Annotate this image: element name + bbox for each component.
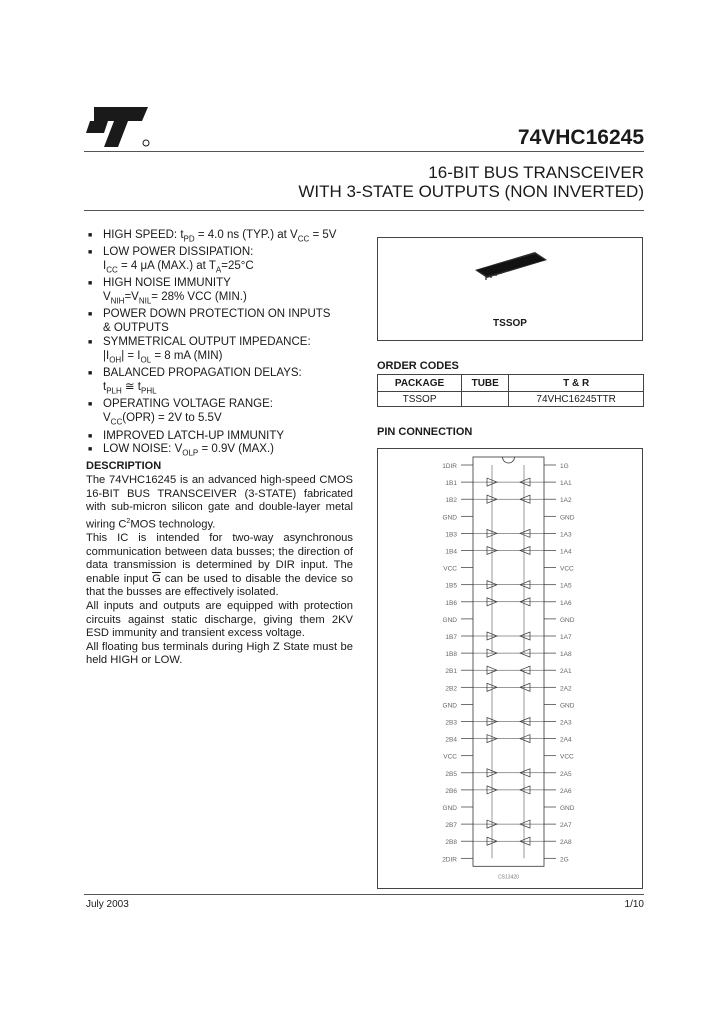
feature-text: = 0.9V (MAX.) bbox=[198, 443, 274, 456]
left-pin-label: 1B5 bbox=[445, 582, 457, 590]
feature-subscript: CC bbox=[297, 234, 310, 244]
feature-subscript: CC bbox=[106, 265, 118, 275]
package-label: TSSOP bbox=[493, 318, 527, 329]
left-pin-label: 1B4 bbox=[445, 548, 457, 556]
description-paragraph bbox=[86, 474, 353, 532]
title-rule bbox=[84, 210, 644, 211]
pin-connection-box bbox=[377, 448, 643, 889]
feature-text: = 28% VCC (MIN.) bbox=[151, 291, 247, 304]
right-pin-label: 1A4 bbox=[560, 548, 572, 556]
column-header: TUBE bbox=[462, 375, 509, 392]
left-pin-label: 1B1 bbox=[445, 480, 457, 488]
feature-item bbox=[86, 430, 376, 444]
feature-item bbox=[86, 308, 376, 322]
right-pin-label: 1A1 bbox=[560, 480, 572, 488]
feature-subscript: PLH bbox=[106, 386, 122, 396]
part-number: 74VHC16245 bbox=[517, 126, 644, 149]
right-pin-label: 2A3 bbox=[560, 719, 572, 727]
pin-connection-diagram bbox=[378, 449, 642, 888]
desc-text: This IC is intended for two-way asynchronous communication between data busses; the direction of data transmission is determined by DIR input. The enable input bbox=[86, 532, 353, 585]
feature-text: ≅ t bbox=[121, 381, 141, 394]
column-header: PACKAGE bbox=[378, 375, 462, 392]
bullet-icon: ■ bbox=[88, 232, 93, 239]
left-pin-label: GND bbox=[442, 514, 457, 522]
right-pin-label: 2G bbox=[560, 856, 569, 864]
feature-subscript: OL bbox=[140, 355, 152, 365]
bullet-icon: ■ bbox=[88, 401, 93, 409]
table-cell: 74VHC16245TTR bbox=[509, 392, 644, 407]
description-body bbox=[86, 474, 353, 668]
feature-item bbox=[86, 277, 376, 291]
bullet-icon: ■ bbox=[88, 249, 93, 257]
left-pin-label: 2B8 bbox=[445, 839, 457, 847]
bullet-icon: ■ bbox=[88, 432, 93, 440]
feature-text: & OUTPUTS bbox=[103, 322, 169, 335]
right-pin-label: 1A2 bbox=[560, 497, 572, 505]
right-pin-label: GND bbox=[560, 514, 575, 522]
left-pin-label: 1B8 bbox=[445, 651, 457, 659]
left-pin-label: GND bbox=[442, 805, 457, 812]
pin-connection-heading: PIN CONNECTION bbox=[377, 426, 473, 438]
left-pin-label: 2B7 bbox=[445, 822, 457, 830]
header-rule bbox=[84, 151, 644, 152]
desc-text: MOS technology. bbox=[130, 518, 216, 531]
feature-text: =V bbox=[124, 291, 139, 304]
right-pin-label: 2A6 bbox=[560, 787, 572, 795]
left-pin-label: 2B2 bbox=[445, 685, 457, 693]
desc-sup: 2 bbox=[126, 517, 131, 525]
feature-text: HIGH SPEED: t bbox=[103, 229, 184, 241]
feature-text: =25°C bbox=[221, 260, 254, 273]
footer-rule bbox=[84, 894, 644, 895]
bullet-icon: ■ bbox=[88, 311, 93, 319]
feature-item bbox=[86, 322, 376, 336]
feature-item bbox=[86, 336, 376, 350]
feature-text: = 4 μA (MAX.) at T bbox=[117, 260, 216, 273]
feature-item bbox=[86, 229, 376, 246]
feature-text: POWER DOWN PROTECTION ON INPUTS bbox=[103, 308, 331, 321]
feature-text: SYMMETRICAL OUTPUT IMPEDANCE: bbox=[103, 336, 311, 349]
feature-item bbox=[86, 260, 376, 277]
right-pin-label: 2A8 bbox=[560, 839, 572, 847]
feature-text: OPERATING VOLTAGE RANGE: bbox=[103, 398, 273, 411]
feature-text: I bbox=[103, 260, 107, 273]
right-pin-label: GND bbox=[560, 805, 575, 812]
table-header-row bbox=[378, 375, 644, 392]
feature-text: HIGH NOISE IMMUNITY bbox=[103, 277, 231, 290]
feature-item bbox=[86, 381, 376, 398]
order-codes-heading: ORDER CODES bbox=[377, 360, 459, 372]
ic-notch bbox=[503, 457, 515, 463]
desc-text: The 74VHC16245 is an advanced high-speed CMOS 16-BIT BUS TRANSCEIVER (3-STATE) fabricated with sub-micron silicon gate and double-layer metal wiring C bbox=[86, 474, 353, 531]
left-pin-label: VCC bbox=[443, 565, 457, 573]
bullet-icon: ■ bbox=[88, 280, 93, 288]
description-heading: DESCRIPTION bbox=[86, 460, 162, 472]
tssop-chip-image bbox=[475, 252, 549, 282]
feature-text: = 5V bbox=[309, 229, 337, 241]
feature-item bbox=[86, 246, 376, 260]
feature-item bbox=[86, 350, 376, 367]
table-row bbox=[378, 392, 644, 407]
table-cell: TSSOP bbox=[378, 392, 462, 407]
st-logo bbox=[84, 103, 150, 149]
right-pin-label: 2A1 bbox=[560, 668, 572, 676]
bullet-icon: ■ bbox=[88, 446, 93, 454]
left-pin-label: 1DIR bbox=[442, 463, 457, 470]
title-line-2: WITH 3-STATE OUTPUTS (NON INVERTED) bbox=[298, 182, 644, 201]
left-pin-label: 2DIR bbox=[442, 856, 457, 864]
feature-text: V bbox=[103, 412, 111, 425]
left-pin-label: GND bbox=[442, 702, 457, 710]
description-paragraph: All floating bus terminals during High Z State must be held HIGH or LOW. bbox=[86, 640, 353, 667]
left-pin-label: VCC bbox=[443, 753, 457, 761]
feature-subscript: PD bbox=[183, 234, 195, 244]
footer-date: July 2003 bbox=[86, 899, 129, 910]
desc-text: can be used to disable the device so that the busses are effectively isolated. bbox=[86, 572, 353, 599]
order-codes-table bbox=[377, 374, 644, 407]
feature-item bbox=[86, 367, 376, 381]
right-pin-label: 1A3 bbox=[560, 531, 572, 539]
left-pin-label: 2B3 bbox=[445, 719, 457, 727]
left-pin-label: 2B5 bbox=[445, 770, 457, 778]
feature-item bbox=[86, 291, 376, 308]
left-pin-label: 1B3 bbox=[445, 531, 457, 539]
feature-text: |I bbox=[103, 350, 110, 363]
left-pin-label: 2B1 bbox=[445, 668, 457, 676]
feature-subscript: NIH bbox=[110, 296, 125, 306]
left-pin-label: 2B4 bbox=[445, 736, 457, 744]
right-pin-label: 2A4 bbox=[560, 736, 572, 744]
bullet-icon: ■ bbox=[88, 339, 93, 347]
right-pin-label: 2A7 bbox=[560, 822, 572, 830]
right-pin-label: GND bbox=[560, 702, 575, 710]
ic-body bbox=[473, 457, 544, 866]
right-pin-label: 2A5 bbox=[560, 770, 572, 778]
feature-subscript: OLP bbox=[182, 448, 199, 458]
feature-text: LOW NOISE: V bbox=[103, 443, 183, 456]
desc-overline: $\overline{G}$ bbox=[152, 572, 161, 585]
right-pin-label: 2A2 bbox=[560, 685, 572, 693]
feature-text: = 4.0 ns (TYP.) at V bbox=[194, 229, 298, 241]
feature-text: LOW POWER DISSIPATION: bbox=[103, 246, 254, 259]
right-pin-label: 1A8 bbox=[560, 651, 572, 659]
bullet-icon: ■ bbox=[88, 370, 93, 378]
right-pin-label: 1A7 bbox=[560, 634, 572, 641]
feature-subscript: PHL bbox=[141, 386, 157, 396]
feature-subscript: CC bbox=[110, 417, 123, 427]
left-pin-label: 1B6 bbox=[445, 599, 457, 607]
features-list bbox=[86, 229, 376, 461]
left-pin-label: GND bbox=[442, 616, 457, 624]
title-line-1: 16-BIT BUS TRANSCEIVER bbox=[428, 163, 644, 182]
footer-page: 1/10 bbox=[624, 899, 644, 910]
right-pin-label: GND bbox=[560, 616, 575, 624]
feature-text: (OPR) = 2V to 5.5V bbox=[122, 412, 222, 425]
right-pin-label: VCC bbox=[560, 565, 574, 573]
feature-item bbox=[86, 398, 376, 412]
feature-item bbox=[86, 443, 376, 460]
left-pin-label: 2B6 bbox=[445, 787, 457, 795]
feature-text: IMPROVED LATCH-UP IMMUNITY bbox=[103, 429, 285, 442]
description-paragraph: All inputs and outputs are equipped with protection circuits against static discharge, giving them 2KV ESD immunity and transient excess voltage. bbox=[86, 600, 353, 640]
feature-text: t bbox=[103, 381, 107, 394]
description-paragraph bbox=[86, 532, 353, 600]
right-pin-label: 1G bbox=[560, 463, 569, 470]
figure-code: CS13420 bbox=[498, 874, 519, 881]
feature-item bbox=[86, 412, 376, 429]
right-pin-label: 1A5 bbox=[560, 582, 572, 590]
table-cell bbox=[462, 392, 509, 407]
column-header: T & R bbox=[509, 375, 644, 392]
right-pin-label: VCC bbox=[560, 753, 574, 761]
left-pin-label: 1B2 bbox=[445, 497, 457, 505]
feature-subscript: OH bbox=[109, 355, 122, 365]
feature-text: = 8 mA (MIN) bbox=[151, 350, 223, 363]
feature-text: | = I bbox=[121, 350, 141, 363]
left-pin-label: 1B7 bbox=[445, 634, 457, 641]
feature-subscript: A bbox=[215, 265, 222, 275]
feature-text: V bbox=[103, 291, 111, 304]
feature-text: BALANCED PROPAGATION DELAYS: bbox=[103, 367, 302, 380]
right-pin-label: 1A6 bbox=[560, 599, 572, 607]
feature-subscript: NIL bbox=[138, 296, 152, 306]
